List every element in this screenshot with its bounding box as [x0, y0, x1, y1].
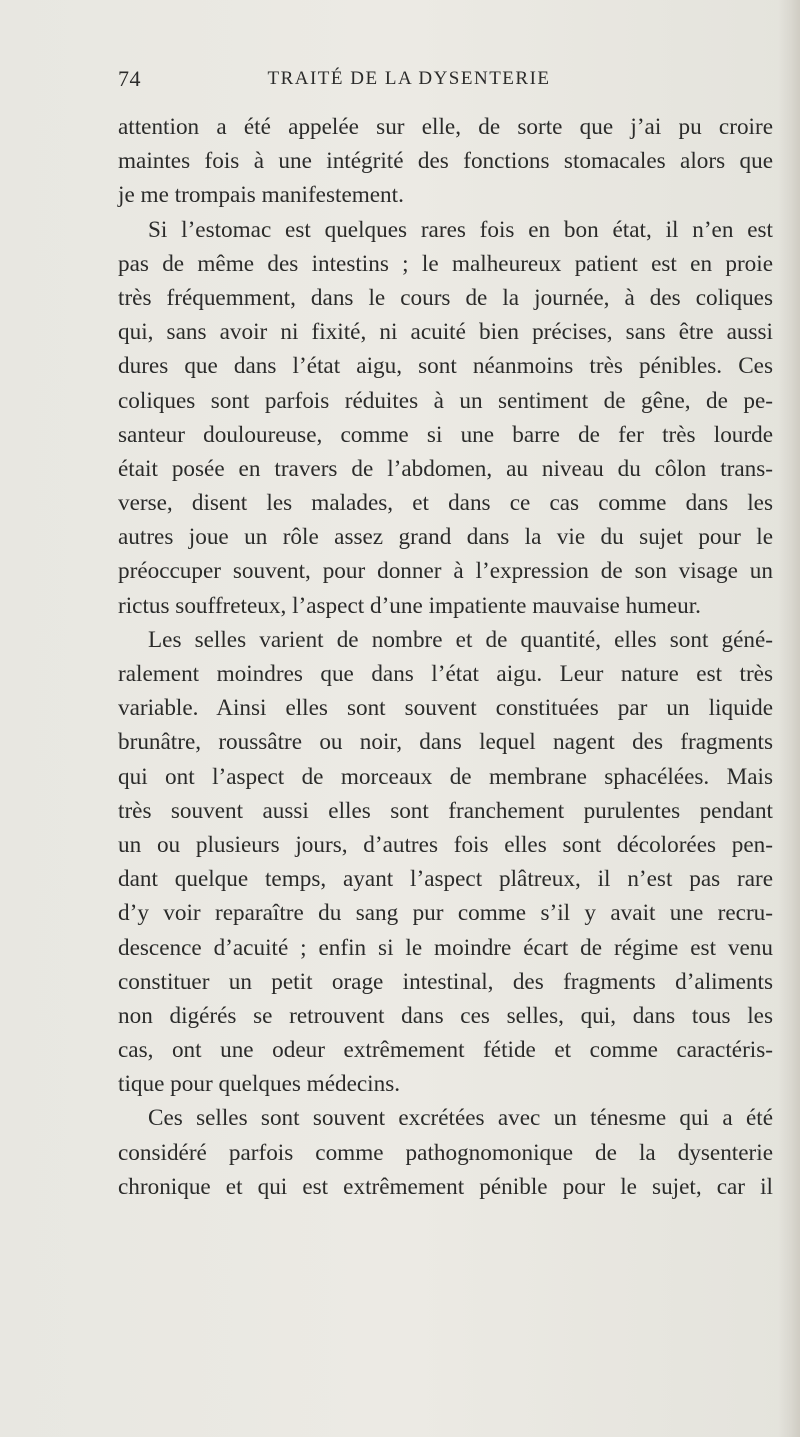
running-head: [118, 66, 760, 96]
text-line: tique pour quelques médecins.: [118, 1071, 401, 1098]
text-line: descence d’acuité ; enfin si le moindre écart de régime est venu: [118, 934, 773, 961]
text-line: très souvent aussi elles sont franchement purulentes pendant: [118, 797, 773, 824]
text-line: coliques sont parfois réduites à un sentiment de gêne, de pe-: [118, 387, 773, 414]
text-line: très fréquemment, dans le cours de la journée, à des coliques: [118, 284, 773, 311]
text-line: maintes fois à une intégrité des fonctions stomacales alors que: [118, 148, 773, 175]
text-line: santeur douloureuse, comme si une barre de fer très lourde: [118, 421, 773, 448]
text-line: considéré parfois comme pathognomonique de la dysenterie: [118, 1139, 773, 1166]
text-line: qui ont l’aspect de morceaux de membrane sphacélées. Mais: [118, 763, 773, 790]
text-line: était posée en travers de l’abdomen, au niveau du côlon trans-: [118, 455, 773, 482]
text-line: constituer un petit orage intestinal, des fragments d’aliments: [118, 968, 773, 995]
text-line: je me trompais manifestement.: [118, 182, 404, 209]
text-line: un ou plusieurs jours, d’autres fois elles sont décolorées pen-: [118, 831, 773, 858]
text-line: qui, sans avoir ni fixité, ni acuité bien précises, sans être aussi: [118, 319, 773, 346]
text-line: autres joue un rôle assez grand dans la vie du sujet pour le: [118, 524, 773, 551]
text-line: ralement moindres que dans l’état aigu. Leur nature est très: [118, 661, 773, 687]
text-line: dant quelque temps, ayant l’aspect plâtreux, il n’est pas rare: [118, 866, 773, 893]
text-line: variable. Ainsi elles sont souvent constituées par un liquide: [118, 695, 773, 722]
body-text: [118, 110, 773, 1204]
text-line: cas, ont une odeur extrêmement fétide et comme caractéris-: [118, 1037, 773, 1064]
text-line: dures que dans l’état aigu, sont néanmoins très pénibles. Ces: [118, 353, 773, 380]
text-line: préoccuper souvent, pour donner à l’expression de son visage un: [118, 558, 773, 585]
text-line: Ces selles sont souvent excrétées avec un ténesme qui a été: [148, 1105, 773, 1132]
page-edge-shadow: [778, 0, 800, 1437]
text-line: verse, disent les malades, et dans ce cas comme dans les: [118, 490, 773, 517]
text-line: Les selles varient de nombre et de quantité, elles sont géné-: [148, 626, 773, 653]
text-line: attention a été appelée sur elle, de sorte que j’ai pu croire: [118, 114, 773, 140]
text-line: brunâtre, roussâtre ou noir, dans lequel nagent des fragments: [118, 729, 773, 756]
text-line: chronique et qui est extrêmement pénible pour le sujet, car il: [118, 1173, 773, 1200]
text-line: d’y voir reparaître du sang pur comme s’il y avait une recru-: [118, 900, 773, 927]
running-title: TRAITÉ DE LA DYSENTERIE: [267, 68, 551, 89]
page-number: 74: [118, 66, 141, 91]
text-line: Si l’estomac est quelques rares fois en bon état, il n’en est: [148, 216, 773, 243]
text-line: rictus souffreteux, l’aspect d’une impatiente mauvaise humeur.: [118, 592, 701, 619]
text-line: non digérés se retrouvent dans ces selles, qui, dans tous les: [118, 1002, 773, 1029]
text-line: pas de même des intestins ; le malheureux patient est en proie: [118, 250, 773, 277]
